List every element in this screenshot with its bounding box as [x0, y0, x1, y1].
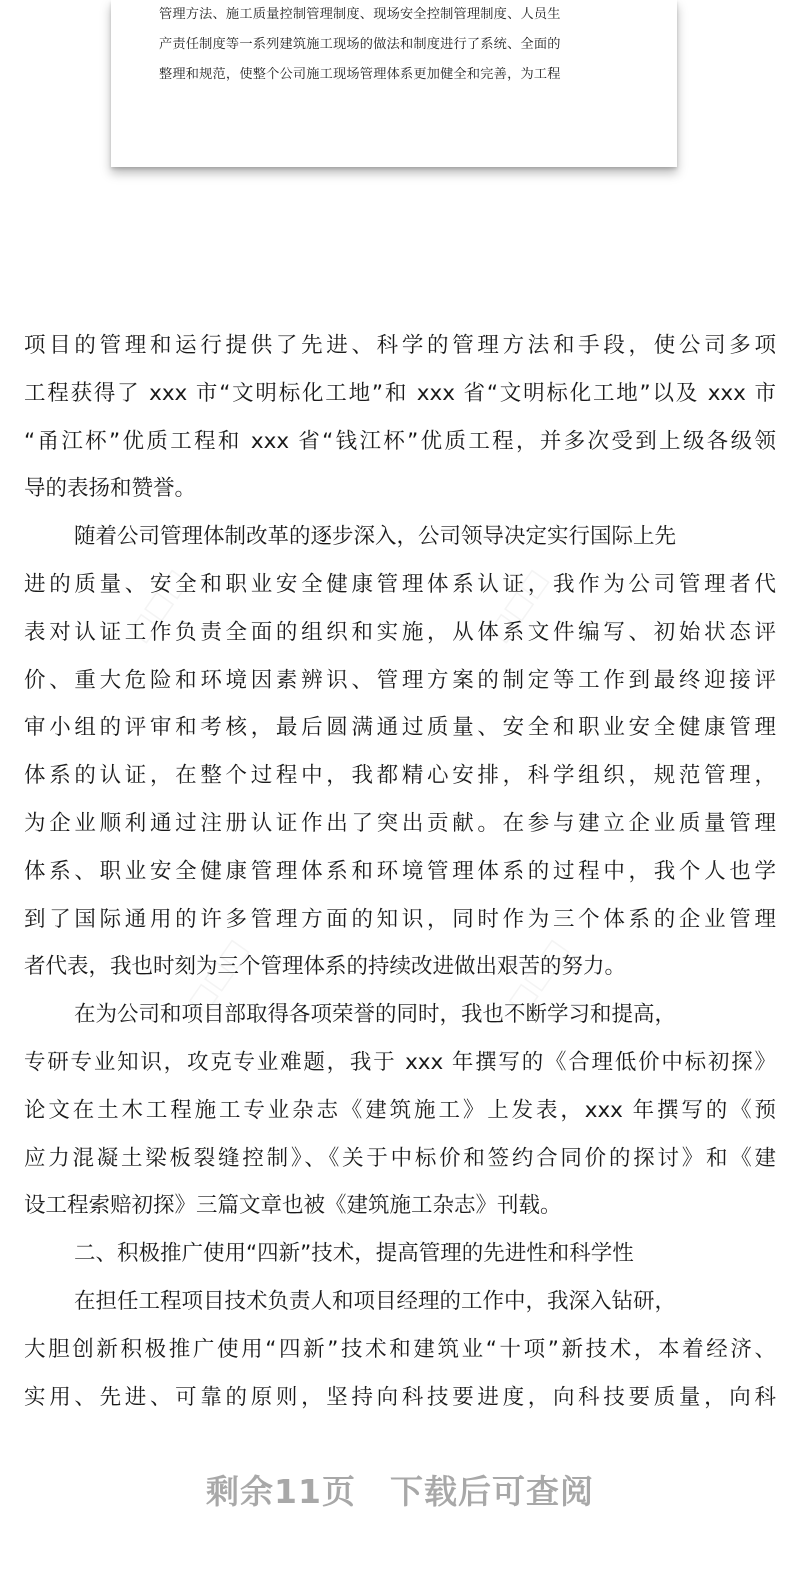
body-line: 应力混凝土梁板裂缝控制》、《关于中标价和签约合同价的探讨》和《建	[24, 1145, 776, 1171]
body-line: 大胆创新积极推广使用“四新”技术和建筑业“十项”新技术，本着经济、	[24, 1336, 776, 1362]
body-line: 工程获得了 xxx 市“文明标化工地”和 xxx 省“文明标化工地”以及 xxx 市	[24, 380, 776, 406]
body-line: 价、重大危险和环境因素辨识、管理方案的制定等工作到最终迎接评	[24, 667, 776, 693]
body-line: 体系、职业安全健康管理体系和环境管理体系的过程中，我个人也学	[24, 858, 776, 884]
body-line: 表对认证工作负责全面的组织和实施，从体系文件编写、初始状态评	[24, 619, 776, 645]
section-heading: 二、积极推广使用“四新”技术，提高管理的先进性和科学性	[74, 1241, 634, 1267]
body-line: 体系的认证，在整个过程中，我都精心安排，科学组织，规范管理，	[24, 763, 776, 789]
body-line: 为企业顺利通过注册认证作出了突出贡献。在参与建立企业质量管理	[24, 810, 776, 836]
document-body	[24, 322, 776, 1421]
body-line: 审小组的评审和考核，最后圆满通过质量、安全和职业安全健康管理	[24, 715, 776, 741]
body-line: 者代表，我也时刻为三个管理体系的持续改进做出艰苦的努力。	[24, 954, 627, 980]
body-line: 论文在土木工程施工专业杂志《建筑施工》上发表，xxx 年撰写的《预	[24, 1097, 776, 1123]
body-line: 在担任工程项目技术负责人和项目经理的工作中，我深入钻研，	[74, 1288, 677, 1314]
download-prompt[interactable]	[0, 1466, 800, 1513]
preview-line: 产责任制度等一系列建筑施工现场的做法和制度进行了系统、全面的	[159, 37, 561, 52]
download-to-view-label[interactable]: 下载后可查阅	[389, 1472, 594, 1511]
body-line: “甬江杯”优质工程和 xxx 省“钱江杯”优质工程，并多次受到上级各级领	[24, 428, 776, 454]
preview-line: 管理方法、施工质量控制管理制度、现场安全控制管理制度、人员生	[159, 7, 561, 22]
body-line: 导的表扬和赞誉。	[24, 476, 197, 502]
body-line: 进的质量、安全和职业安全健康管理体系认证，我作为公司管理者代	[24, 571, 776, 597]
body-line: 专研专业知识，攻克专业难题，我于 xxx 年撰写的《合理低价中标初探》	[24, 1049, 776, 1075]
body-line: 项目的管理和运行提供了先进、科学的管理方法和手段，使公司多项	[24, 333, 776, 358]
preview-line: 整理和规范，使整个公司施工现场管理体系更加健全和完善，为工程	[159, 67, 561, 82]
body-line: 随着公司管理体制改革的逐步深入，公司领导决定实行国际上先	[74, 524, 677, 550]
remaining-pages-label: 剩余11页	[206, 1472, 356, 1511]
preview-card	[111, 0, 677, 167]
body-line: 实用、先进、可靠的原则，坚持向科技要进度，向科技要质量，向科	[24, 1384, 776, 1410]
body-line: 在为公司和项目部取得各项荣誉的同时，我也不断学习和提高，	[74, 1002, 677, 1028]
body-line: 设工程索赔初探》三篇文章也被《建筑施工杂志》刊载。	[24, 1193, 562, 1219]
body-line: 到了国际通用的许多管理方面的知识，同时作为三个体系的企业管理	[24, 906, 776, 932]
